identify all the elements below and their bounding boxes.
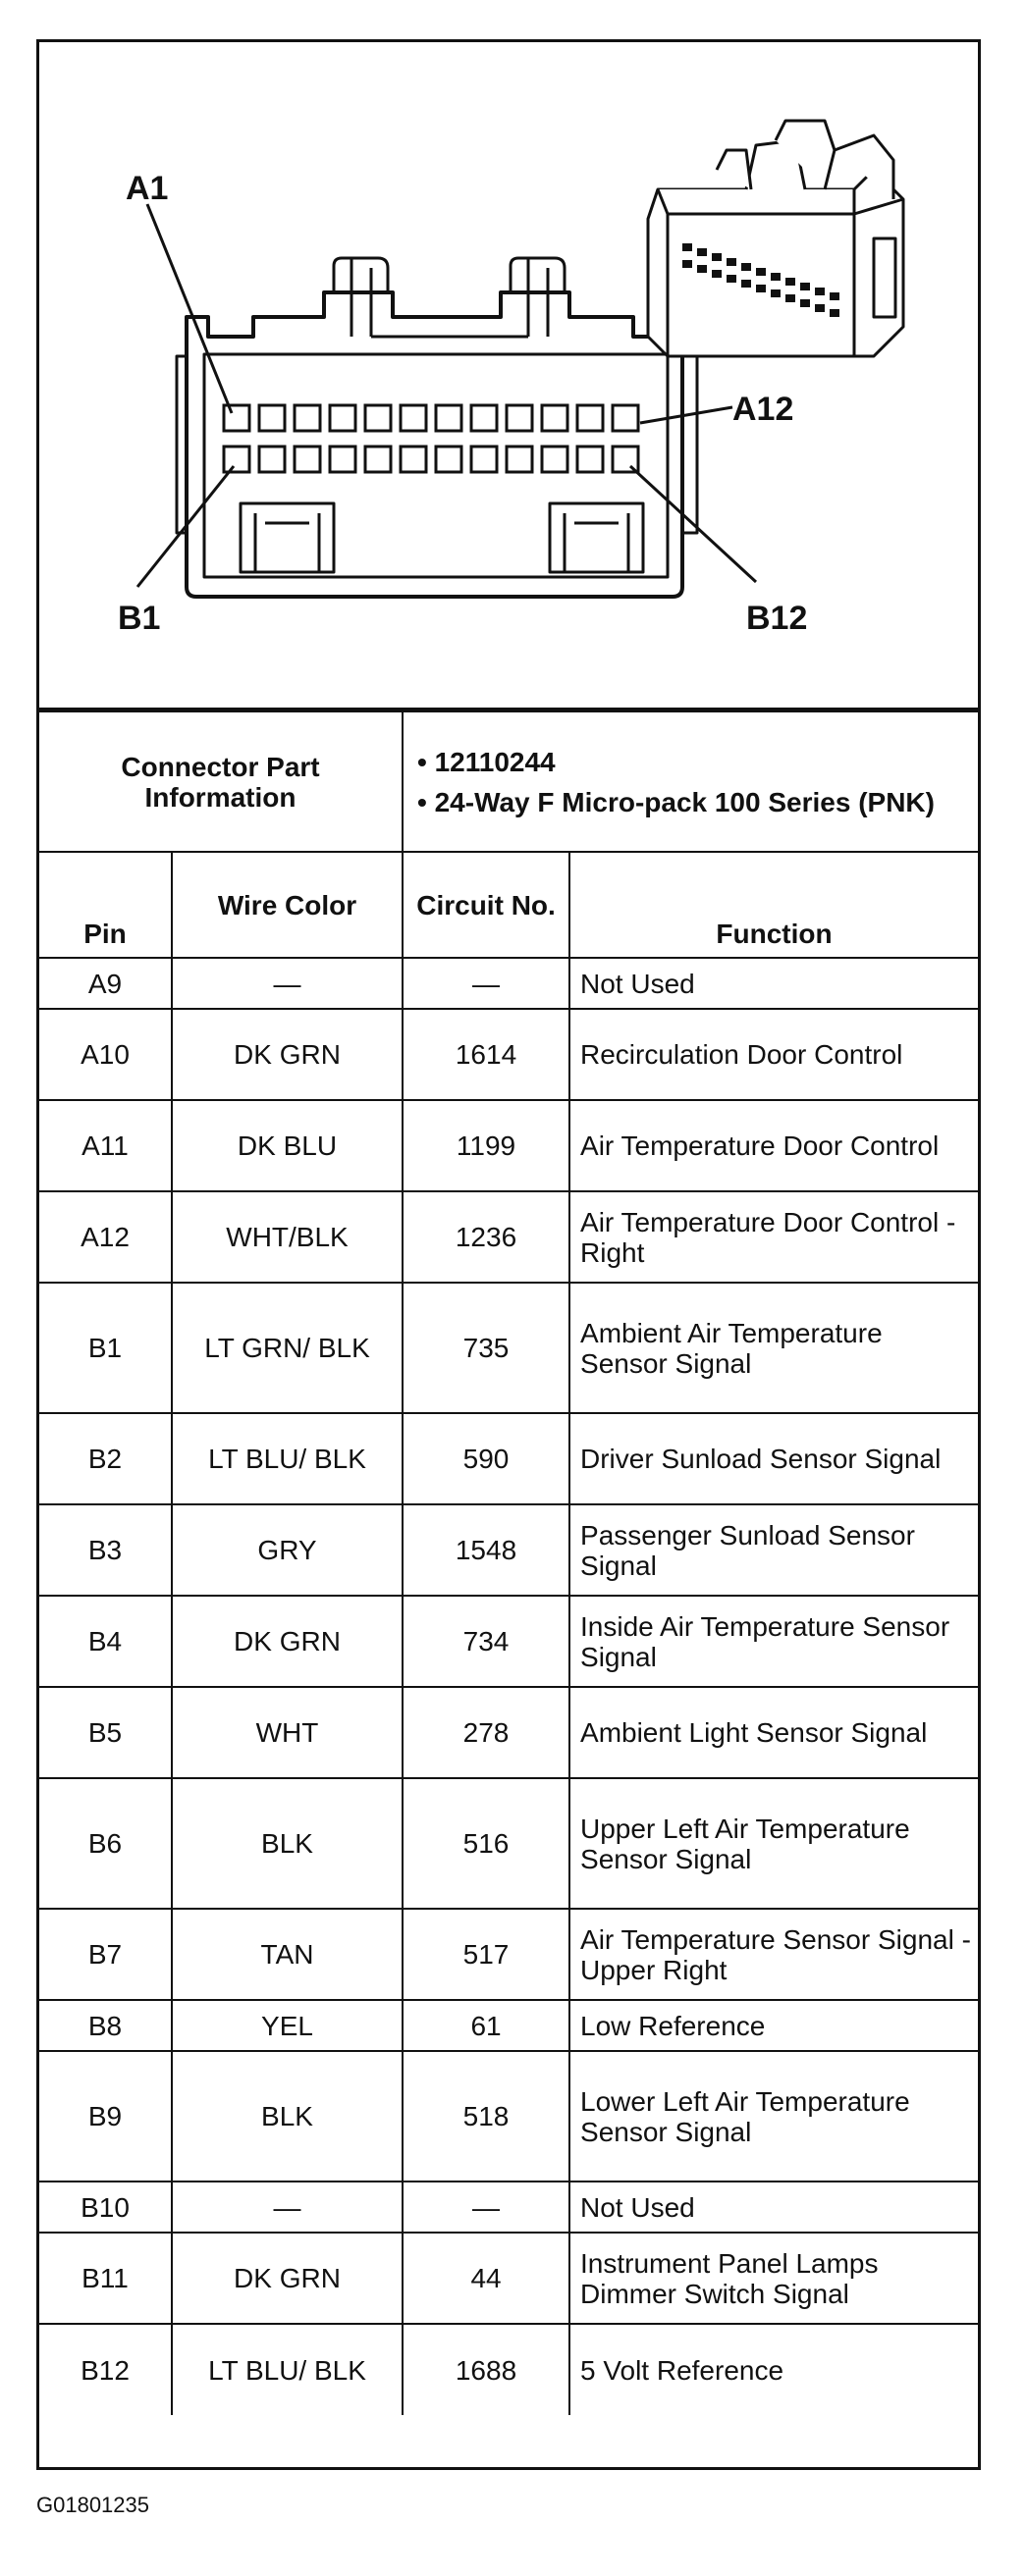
leader-a1 bbox=[147, 204, 232, 413]
cell-pin: B8 bbox=[39, 2000, 172, 2051]
pinout-rows bbox=[39, 958, 978, 2415]
table-row bbox=[39, 1009, 978, 1100]
cell-pin: B2 bbox=[39, 1413, 172, 1504]
table-row bbox=[39, 2051, 978, 2182]
connector-info-row bbox=[39, 711, 978, 852]
cell-pin: A11 bbox=[39, 1100, 172, 1191]
cell-circuit-no: 518 bbox=[403, 2051, 569, 2182]
cavity-row-b bbox=[224, 447, 638, 472]
table-header-row bbox=[39, 852, 978, 958]
cell-pin: B1 bbox=[39, 1283, 172, 1413]
cell-circuit-no: 590 bbox=[403, 1413, 569, 1504]
table-row bbox=[39, 2000, 978, 2051]
table-row bbox=[39, 1504, 978, 1596]
table-row bbox=[39, 1413, 978, 1504]
table-row bbox=[39, 1283, 978, 1413]
cell-function: Low Reference bbox=[569, 2000, 978, 2051]
label-b1: B1 bbox=[118, 600, 161, 637]
cell-function: Not Used bbox=[569, 958, 978, 1009]
cell-wire-color: BLK bbox=[172, 1778, 403, 1909]
cell-pin: B10 bbox=[39, 2182, 172, 2233]
cell-circuit-no: — bbox=[403, 2182, 569, 2233]
header-circuit-no: Circuit No. bbox=[403, 852, 569, 958]
cavity-row-a bbox=[224, 405, 638, 431]
cell-pin: A10 bbox=[39, 1009, 172, 1100]
connector-3d-icon bbox=[648, 121, 903, 356]
label-b12: B12 bbox=[746, 600, 808, 637]
cell-function: Ambient Air Temperature Sensor Signal bbox=[569, 1283, 978, 1413]
cell-pin: A9 bbox=[39, 958, 172, 1009]
cell-function: 5 Volt Reference bbox=[569, 2324, 978, 2415]
part-number: • 12110244 bbox=[417, 746, 556, 777]
cell-wire-color: LT BLU/ BLK bbox=[172, 2324, 403, 2415]
label-a1: A1 bbox=[126, 170, 169, 207]
connector-face-illustration bbox=[39, 42, 978, 708]
header-pin: Pin bbox=[39, 852, 172, 958]
cell-circuit-no: 1548 bbox=[403, 1504, 569, 1596]
cell-circuit-no: 1614 bbox=[403, 1009, 569, 1100]
part-description: • 24-Way F Micro-pack 100 Series (PNK) bbox=[417, 786, 935, 817]
table-row bbox=[39, 2324, 978, 2415]
cell-wire-color: DK BLU bbox=[172, 1100, 403, 1191]
cell-wire-color: WHT/BLK bbox=[172, 1191, 403, 1283]
cell-function: Inside Air Temperature Sensor Signal bbox=[569, 1596, 978, 1687]
cell-wire-color: — bbox=[172, 958, 403, 1009]
cell-function: Air Temperature Sensor Signal - Upper Right bbox=[569, 1909, 978, 2000]
cell-wire-color: — bbox=[172, 2182, 403, 2233]
cell-pin: A12 bbox=[39, 1191, 172, 1283]
leader-a12 bbox=[640, 407, 732, 423]
cell-circuit-no: 516 bbox=[403, 1778, 569, 1909]
header-function: Function bbox=[569, 852, 978, 958]
connector-diagram bbox=[39, 42, 978, 710]
cell-wire-color: LT GRN/ BLK bbox=[172, 1283, 403, 1413]
cell-function: Passenger Sunload Sensor Signal bbox=[569, 1504, 978, 1596]
cell-function: Recirculation Door Control bbox=[569, 1009, 978, 1100]
cell-circuit-no: 44 bbox=[403, 2233, 569, 2324]
cell-wire-color: GRY bbox=[172, 1504, 403, 1596]
cell-wire-color: DK GRN bbox=[172, 2233, 403, 2324]
cell-circuit-no: 1199 bbox=[403, 1100, 569, 1191]
connector-part-details bbox=[403, 711, 978, 852]
cell-circuit-no: 278 bbox=[403, 1687, 569, 1778]
cell-function: Driver Sunload Sensor Signal bbox=[569, 1413, 978, 1504]
cell-function: Lower Left Air Temperature Sensor Signal bbox=[569, 2051, 978, 2182]
table-row bbox=[39, 1596, 978, 1687]
cell-circuit-no: — bbox=[403, 958, 569, 1009]
cell-circuit-no: 61 bbox=[403, 2000, 569, 2051]
connector-sheet bbox=[36, 39, 981, 2470]
cell-circuit-no: 734 bbox=[403, 1596, 569, 1687]
cell-wire-color: DK GRN bbox=[172, 1596, 403, 1687]
cell-circuit-no: 1236 bbox=[403, 1191, 569, 1283]
connector-part-label: Connector Part Information bbox=[39, 711, 403, 852]
cell-circuit-no: 517 bbox=[403, 1909, 569, 2000]
cell-wire-color: BLK bbox=[172, 2051, 403, 2182]
pinout-table bbox=[39, 710, 978, 2415]
header-wire-color: Wire Color bbox=[172, 852, 403, 958]
cell-pin: B11 bbox=[39, 2233, 172, 2324]
cell-pin: B5 bbox=[39, 1687, 172, 1778]
cell-wire-color: WHT bbox=[172, 1687, 403, 1778]
table-row bbox=[39, 1778, 978, 1909]
figure-id: G01801235 bbox=[36, 2493, 149, 2517]
leader-b12 bbox=[630, 466, 756, 582]
table-row bbox=[39, 1909, 978, 2000]
cell-function: Ambient Light Sensor Signal bbox=[569, 1687, 978, 1778]
cell-function: Air Temperature Door Control bbox=[569, 1100, 978, 1191]
cell-function: Upper Left Air Temperature Sensor Signal bbox=[569, 1778, 978, 1909]
table-row bbox=[39, 958, 978, 1009]
table-row bbox=[39, 2182, 978, 2233]
label-a12: A12 bbox=[732, 391, 794, 428]
cell-pin: B6 bbox=[39, 1778, 172, 1909]
table-row bbox=[39, 1100, 978, 1191]
table-row bbox=[39, 1687, 978, 1778]
cell-pin: B3 bbox=[39, 1504, 172, 1596]
cell-wire-color: DK GRN bbox=[172, 1009, 403, 1100]
cell-circuit-no: 1688 bbox=[403, 2324, 569, 2415]
cell-wire-color: LT BLU/ BLK bbox=[172, 1413, 403, 1504]
cell-wire-color: TAN bbox=[172, 1909, 403, 2000]
cell-pin: B4 bbox=[39, 1596, 172, 1687]
cell-pin: B12 bbox=[39, 2324, 172, 2415]
cell-wire-color: YEL bbox=[172, 2000, 403, 2051]
cell-pin: B7 bbox=[39, 1909, 172, 2000]
cell-circuit-no: 735 bbox=[403, 1283, 569, 1413]
cell-function: Instrument Panel Lamps Dimmer Switch Signal bbox=[569, 2233, 978, 2324]
cell-function: Air Temperature Door Control - Right bbox=[569, 1191, 978, 1283]
cell-function: Not Used bbox=[569, 2182, 978, 2233]
table-row bbox=[39, 1191, 978, 1283]
table-row bbox=[39, 2233, 978, 2324]
cell-pin: B9 bbox=[39, 2051, 172, 2182]
